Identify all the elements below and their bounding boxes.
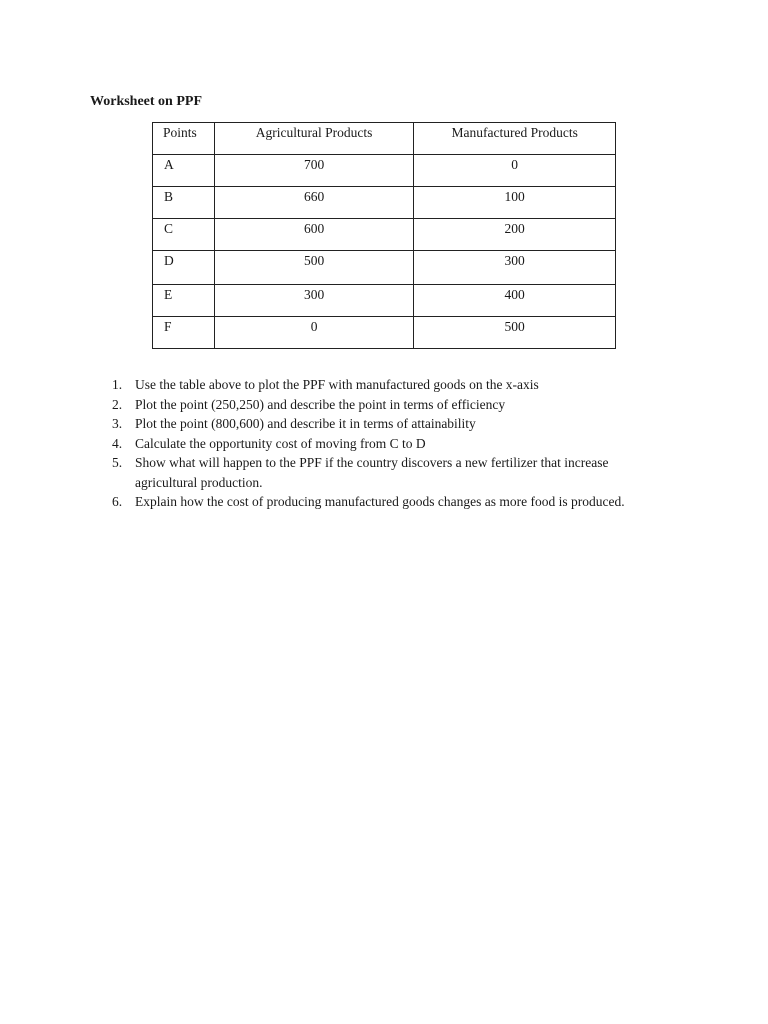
question-number: 3. [112, 416, 123, 431]
cell-agricultural: 500 [214, 251, 414, 285]
cell-point: C [153, 219, 215, 251]
cell-manufactured: 300 [414, 251, 616, 285]
question-text: Plot the point (250,250) and describe the point in terms of efficiency [135, 396, 506, 412]
cell-point: D [153, 251, 215, 285]
cell-point: F [153, 317, 215, 349]
header-points: Points [153, 123, 215, 155]
list-item [0, 434, 670, 454]
question-text: Plot the point (800,600) and describe it in terms of attainability [135, 416, 476, 431]
list-item [0, 395, 670, 415]
cell-agricultural: 0 [214, 317, 414, 349]
cell-manufactured: 500 [414, 317, 616, 349]
cell-manufactured: 100 [414, 187, 616, 219]
list-item [0, 414, 670, 434]
question-number: 1. [112, 377, 123, 392]
question-text: Calculate the opportunity cost of moving from C to D [135, 435, 426, 451]
cell-manufactured: 200 [414, 219, 616, 251]
cell-point: E [153, 285, 215, 317]
table-row [153, 187, 616, 219]
header-agricultural-products: Agricultural Products [214, 123, 414, 155]
question-number: 6. [112, 494, 123, 509]
header-manufactured-products: Manufactured Products [414, 123, 616, 155]
question-text: Use the table above to plot the PPF with manufactured goods on the x-axis [135, 377, 539, 392]
question-number: 4. [112, 435, 123, 451]
question-number: 5. [112, 455, 123, 470]
question-text: Show what will happen to the PPF if the country discovers a new fertilizer that increase agricultural production. [135, 455, 609, 490]
list-item [0, 375, 670, 395]
page-title: Worksheet on PPF [90, 94, 202, 109]
list-item [0, 492, 670, 512]
cell-agricultural: 300 [214, 285, 414, 317]
cell-point: B [153, 187, 215, 219]
question-number: 2. [112, 396, 123, 412]
list-item [0, 453, 670, 492]
question-list [0, 375, 768, 512]
table-row [153, 251, 616, 285]
cell-agricultural: 660 [214, 187, 414, 219]
table-row [153, 317, 616, 349]
table-row [153, 155, 616, 187]
cell-manufactured: 400 [414, 285, 616, 317]
cell-point: A [153, 155, 215, 187]
question-text: Explain how the cost of producing manufactured goods changes as more food is produced. [135, 494, 625, 509]
table-row [153, 285, 616, 317]
ppf-table [152, 122, 616, 349]
cell-manufactured: 0 [414, 155, 616, 187]
table-header-row [153, 123, 616, 155]
cell-agricultural: 700 [214, 155, 414, 187]
table-row [153, 219, 616, 251]
cell-agricultural: 600 [214, 219, 414, 251]
